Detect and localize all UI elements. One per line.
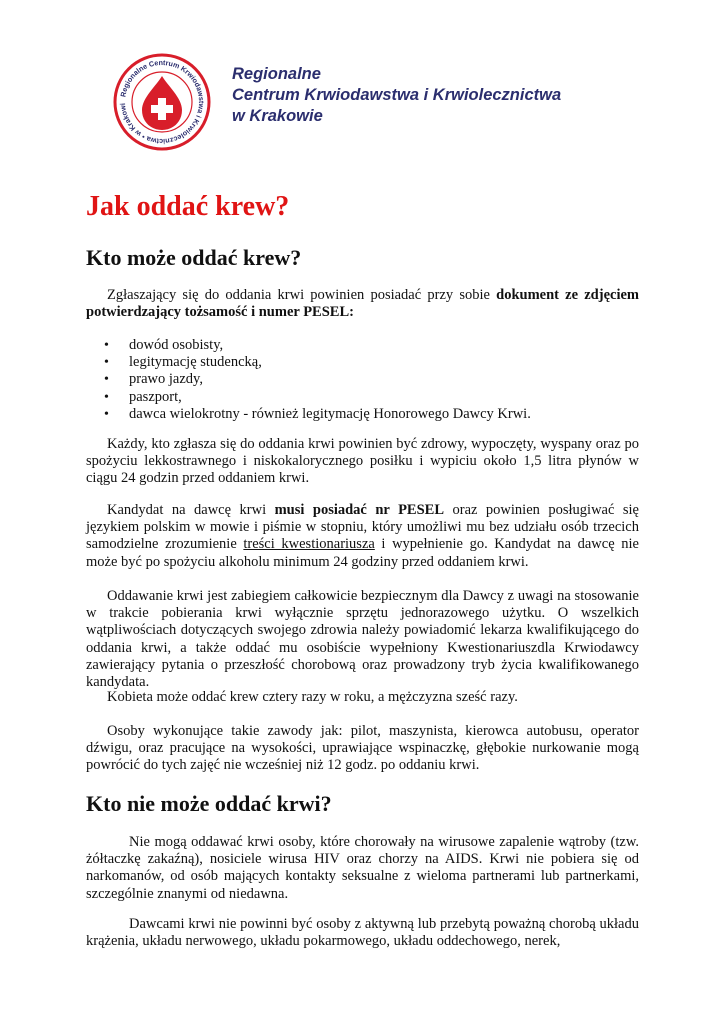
pesel-text-c: i wypełnienie go. Kandydat na dawcę nie może być po spożyciu alkoholu minimum 24 godziny przed oddaniem krwi. — [86, 536, 639, 570]
list-item: • prawo jazdy, — [86, 371, 639, 388]
logo-emblem — [112, 52, 212, 152]
list-item: • dawca wielokrotny - również legitymację Honorowego Dawcy Krwi. — [86, 406, 639, 423]
logo-organization-name — [232, 64, 561, 127]
intro-bold: dokument ze zdjęciem potwierdzający tożsamość i numer PESEL: — [86, 287, 639, 321]
paragraph-frequency: Kobieta może oddać krew cztery razy w roku, a mężczyzna sześć razy. — [107, 689, 518, 705]
pesel-text-b: oraz powinien posługiwać się językiem polskim w mowie i piśmie w stopniu, który umożliwi mu bez udziału osób trzecich samodzielne zrozumienie — [86, 502, 639, 553]
documents-list — [86, 337, 639, 423]
logo-org-line-3: w Krakowie — [232, 107, 323, 125]
paragraph-pesel — [86, 502, 639, 571]
logo-ring-text: Regionalne Centrum Krwiodawstwa i Krwiolecznictwa • w Krakowi — [118, 57, 207, 147]
pesel-text-a: Kandydat na dawcę krwi — [107, 502, 275, 518]
paragraph-health: Każdy, kto zgłasza się do oddania krwi powinien być zdrowy, wypoczęty, wyspany oraz po spożyciu lekkostrawnego i niskokalorycznego posiłku i wypiciu około 1,5 litra płynów w ciągu 24 godzin przed oddaniem krwi. — [86, 436, 639, 487]
page-title: Jak oddać krew? — [86, 191, 290, 222]
paragraph-diseases: Dawcami krwi nie powinni być osoby z aktywną lub przebytą poważną chorobą układu krążenia, układu nerwowego, układu pokarmowego, układu oddechowego, nerek, — [86, 916, 639, 950]
section-heading-who-can: Kto może oddać krew? — [86, 245, 302, 270]
cross-icon-horizontal — [151, 105, 173, 113]
paragraph-safety: Oddawanie krwi jest zabiegiem całkowicie bezpiecznym dla Dawcy z uwagi na stosowanie w trakcie pobierania krwi wyłącznie sprzętu jednorazowego użytku. O wszelkich wątpliwościach dotyczących swojego zdrowia należy powiadomić lekarza kwalifikującego do oddania krwi, a także oddać mu osobiście wypełniony Kwestionariuszdla Krwiodawcy zawierający pytania o przeszłość chorobową oraz prowadzony tryb życia kwalifikowanego kandydata. — [86, 588, 639, 691]
logo-org-line-1: Regionalne — [232, 65, 321, 83]
paragraph-infections: Nie mogą oddawać krwi osoby, które chorowały na wirusowe zapalenie wątroby (tzw. żółtaczkę zakaźną), nosiciele wirusa HIV oraz chorzy na AIDS. Krwi nie pobiera się od narkomanów, od osób mających kontakty seksualne z wieloma partnerami lub partnerkami, szczególnie znanymi od niedawna. — [86, 834, 639, 902]
logo-org-line-2: Centrum Krwiodawstwa i Krwiolecznictwa — [232, 86, 562, 104]
pesel-bold: musi posiadać nr PESEL — [274, 502, 445, 518]
section-heading-who-cannot: Kto nie może oddać krwi? — [86, 791, 332, 816]
paragraph-id-document — [86, 287, 639, 321]
list-item: • paszport, — [86, 389, 639, 406]
list-item: • legitymację studencką, — [86, 354, 639, 371]
list-item: • dowód osobisty, — [86, 337, 639, 354]
paragraph-jobs: Osoby wykonujące takie zawody jak: pilot, maszynista, kierowca autobusu, operator dźwigu, oraz pracujące na wysokości, uprawiające wspinaczkę, głębokie nurkowanie mogą powrócić do tych zajęć nie wcześniej niż 12 godz. po oddaniu krwi. — [86, 723, 639, 774]
rckik-logo — [112, 52, 212, 152]
questionnaire-link[interactable]: treści kwestionariusza — [243, 536, 375, 553]
intro-text: Zgłaszający się do oddania krwi powinien posiadać przy sobie — [107, 287, 497, 303]
